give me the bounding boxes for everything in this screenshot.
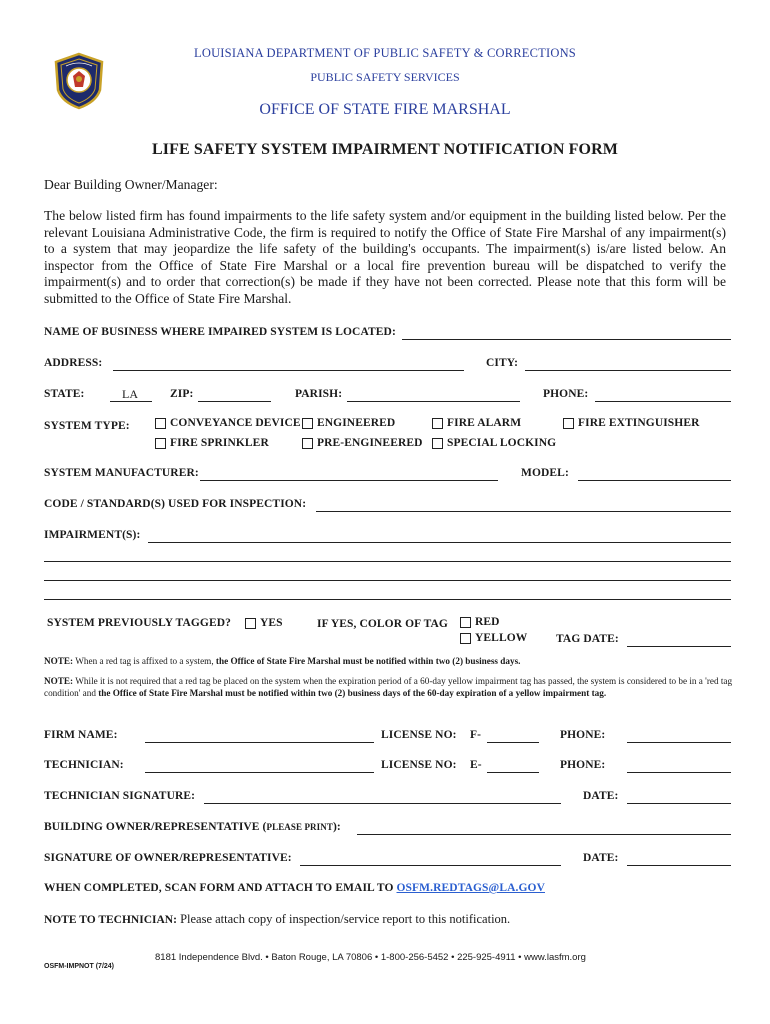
impairments-field[interactable] — [148, 542, 731, 543]
technician-license-prefix: E- — [470, 759, 482, 771]
note-label-2: NOTE: — [44, 676, 74, 686]
tagged-yes-label: YES — [260, 617, 283, 629]
form-title: LIFE SAFETY SYSTEM IMPAIRMENT NOTIFICATION FORM — [152, 141, 618, 158]
owner-date-field[interactable] — [627, 865, 731, 866]
fire-extinguisher-checkbox[interactable] — [563, 418, 574, 429]
fire-alarm-checkbox[interactable] — [432, 418, 443, 429]
impairments-line-4[interactable] — [44, 599, 731, 600]
pre-engineered-label: PRE-ENGINEERED — [317, 437, 423, 449]
engineered-label: ENGINEERED — [317, 417, 396, 429]
firm-phone-label: PHONE: — [560, 729, 606, 741]
footer-address: 8181 Independence Blvd. • Baton Rouge, LA 70806 • 1-800-256-5452 • 225-925-4911 • www.lasfm.org — [155, 952, 586, 963]
office-name: OFFICE OF STATE FIRE MARSHAL — [259, 101, 511, 118]
tag-yellow-label: YELLOW — [475, 632, 528, 644]
firm-name-field[interactable] — [145, 742, 374, 743]
parish-field[interactable] — [347, 401, 520, 402]
technician-signature-field[interactable] — [204, 803, 561, 804]
tag-yellow-checkbox[interactable] — [460, 633, 471, 644]
tag-date-field[interactable] — [627, 646, 731, 647]
firm-phone-field[interactable] — [627, 742, 731, 743]
services-name: PUBLIC SAFETY SERVICES — [310, 70, 460, 84]
technician-note-label: NOTE TO TECHNICIAN: — [44, 914, 177, 926]
state-value[interactable]: LA — [122, 387, 138, 401]
yellow-tag-note — [44, 675, 734, 700]
model-field[interactable] — [578, 480, 731, 481]
owner-rep-please-print: PLEASE PRINT — [266, 822, 333, 832]
technician-phone-field[interactable] — [627, 772, 731, 773]
firm-license-label: LICENSE NO: — [381, 729, 457, 741]
tag-date-label: TAG DATE: — [556, 633, 619, 645]
code-standard-field[interactable] — [316, 511, 731, 512]
department-name: LOUISIANA DEPARTMENT OF PUBLIC SAFETY & CORRECTIONS — [194, 46, 576, 60]
intro-paragraph: The below listed firm has found impairments to the life safety system and/or equipment in the building listed below. Per the relevant Louisiana Administrative Code, the firm is required to notify the Office of State Fire Marshal of any impairment(s) to a system that may jeopardize the life safety of the building's occupants. The impairment(s) is/are listed below. An inspector from the Office of State Fire Marshal or a local fire prevention bureau will be dispatched to verify the impairment(s) and to order that correction(s) be made if they have not been corrected. Please note that this form will be submitted to the Office of State Fire Marshal. — [44, 208, 726, 306]
state-field[interactable] — [110, 401, 152, 402]
note2-bold: the Office of State Fire Marshal must be notified within two (2) business days of the 60-day expiration of a yellow impairment tag. — [98, 688, 607, 699]
impairments-line-2[interactable] — [44, 561, 731, 562]
impairments-line-3[interactable] — [44, 580, 731, 581]
note1-text: When a red tag is affixed to a system, — [75, 656, 214, 666]
system-manufacturer-field[interactable] — [200, 480, 498, 481]
firm-name-label: FIRM NAME: — [44, 729, 118, 741]
technician-note-text: Please attach copy of inspection/service report to this notification. — [180, 912, 511, 926]
city-label: CITY: — [486, 357, 519, 369]
code-standard-label: CODE / STANDARD(S) USED FOR INSPECTION: — [44, 498, 307, 510]
technician-date-field[interactable] — [627, 803, 731, 804]
state-label: STATE: — [44, 388, 85, 400]
fire-extinguisher-label: FIRE EXTINGUISHER — [578, 417, 700, 429]
conveyance-device-checkbox[interactable] — [155, 418, 166, 429]
note1-bold: the Office of State Fire Marshal must be notified within two (2) business days. — [215, 656, 521, 666]
technician-license-field[interactable] — [487, 772, 539, 773]
zip-label: ZIP: — [170, 388, 194, 400]
firm-license-field[interactable] — [487, 742, 539, 743]
technician-date-label: DATE: — [583, 790, 619, 802]
address-label: ADDRESS: — [44, 357, 103, 369]
firm-license-prefix: F- — [470, 729, 482, 741]
phone-label: PHONE: — [543, 388, 589, 400]
technician-note — [44, 912, 510, 927]
conveyance-device-label: CONVEYANCE DEVICE — [170, 417, 301, 429]
owner-representative-label — [44, 821, 341, 833]
system-type-label: SYSTEM TYPE: — [44, 420, 130, 432]
technician-license-label: LICENSE NO: — [381, 759, 457, 771]
form-number: OSFM-IMPNOT (7/24) — [44, 963, 115, 970]
owner-representative-field[interactable] — [357, 834, 731, 835]
fire-alarm-label: FIRE ALARM — [447, 417, 522, 429]
tag-color-label: IF YES, COLOR OF TAG — [317, 618, 448, 630]
phone-field[interactable] — [595, 401, 731, 402]
system-manufacturer-label: SYSTEM MANUFACTURER: — [44, 467, 199, 479]
tagged-yes-checkbox[interactable] — [245, 618, 256, 629]
salutation: Dear Building Owner/Manager: — [44, 177, 218, 192]
owner-rep-text-a: BUILDING OWNER/REPRESENTATIVE ( — [44, 821, 267, 833]
technician-label: TECHNICIAN: — [44, 759, 124, 771]
note2-text: While it is not required that a red tag be placed on the system when the expiration period of a 60-day yellow impairment tag has passed, the system is considered to be in a 'red tag condition' and — [44, 676, 733, 699]
special-locking-label: SPECIAL LOCKING — [447, 437, 557, 449]
fire-sprinkler-checkbox[interactable] — [155, 438, 166, 449]
address-field[interactable] — [113, 370, 464, 371]
pre-engineered-checkbox[interactable] — [302, 438, 313, 449]
technician-field[interactable] — [145, 772, 374, 773]
technician-phone-label: PHONE: — [560, 759, 606, 771]
submission-text: WHEN COMPLETED, SCAN FORM AND ATTACH TO EMAIL TO — [44, 882, 394, 894]
owner-signature-field[interactable] — [300, 865, 561, 866]
business-name-label: NAME OF BUSINESS WHERE IMPAIRED SYSTEM IS LOCATED: — [44, 326, 396, 338]
model-label: MODEL: — [521, 467, 569, 479]
owner-rep-text-b: ): — [332, 821, 341, 833]
submission-instruction — [44, 882, 545, 894]
previously-tagged-label: SYSTEM PREVIOUSLY TAGGED? — [47, 617, 231, 629]
submission-email-link[interactable]: OSFM.REDTAGS@LA.GOV — [396, 882, 545, 894]
owner-date-label: DATE: — [583, 852, 619, 864]
owner-signature-label: SIGNATURE OF OWNER/REPRESENTATIVE: — [44, 852, 292, 864]
zip-field[interactable] — [198, 401, 271, 402]
red-tag-note — [44, 655, 734, 667]
special-locking-checkbox[interactable] — [432, 438, 443, 449]
parish-label: PARISH: — [295, 388, 343, 400]
note-label: NOTE: — [44, 656, 74, 666]
business-name-field[interactable] — [402, 339, 731, 340]
engineered-checkbox[interactable] — [302, 418, 313, 429]
impairments-label: IMPAIRMENT(S): — [44, 529, 141, 541]
tag-red-label: RED — [475, 616, 500, 628]
city-field[interactable] — [525, 370, 731, 371]
technician-signature-label: TECHNICIAN SIGNATURE: — [44, 790, 196, 802]
tag-red-checkbox[interactable] — [460, 617, 471, 628]
fire-sprinkler-label: FIRE SPRINKLER — [170, 437, 269, 449]
